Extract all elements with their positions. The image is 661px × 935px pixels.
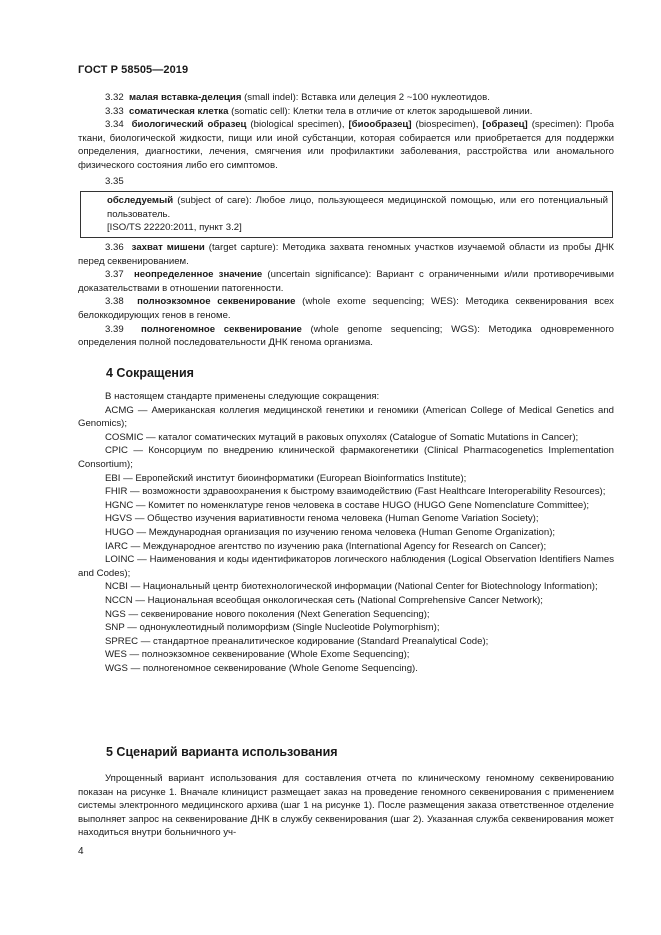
abbreviation-item: HGVS — Общество изучения вариативности генома человека (Human Genome Variation Society); [105,513,539,525]
definition-3-35-number: 3.35 [105,175,124,187]
abbreviation-item: ACMG — Американская коллегия медицинской генетики и геномики (American College of Medical Genetics and Genomics); [78,404,614,430]
abbreviation-item: HGNC — Комитет по номенклатуре генов человека в составе HUGO (HUGO Gene Nomenclature Committee); [105,499,590,511]
abbreviation-item: WGS — полногеномное секвенирование (Whole Genome Sequencing). [105,662,418,674]
term: обследуемый [107,195,174,206]
term: соматическая клетка [129,105,229,117]
definition-3-39: 3.39 полногеномное секвенирование (whole genome sequencing; WGS): Методика одновременного определения полной последовательности ДНК генома организма. [78,323,615,349]
definitions-group-2 [78,241,614,350]
abbreviation-item: LOINC — Наименования и коды идентификаторов логического наблюдения (Logical Observation Identifiers Names and Codes); [78,554,614,579]
term: [образец] [482,119,528,131]
definitions-group-1 [78,91,614,188]
definition-3-36: 3.36 захват мишени (target capture): Методика захвата геномных участков изучаемой области из пробы ДНК перед секвенированием. [78,242,614,267]
abbreviation-item: WES — полноэкзомное секвенирование (Whole Exome Sequencing); [105,649,410,661]
abbreviation-item: HUGO — Международная организация по изучению генома человека (Human Genome Organization); [105,526,556,538]
term: [биообразец] [348,119,412,131]
term: полноэкзомное секвенирование [137,296,296,308]
abbreviation-item: NCBI — Национальный центр биотехнологической информации (National Center for Biotechnology Information); [105,581,598,593]
term: биологический образец [131,119,247,131]
definition-3-35: обследуемый (subject of care): Любое лицо, пользующееся медицинской помощью, или его потенциальный пользователь. [107,195,608,220]
section-5-body [78,772,614,840]
abbreviation-item: NCCN — Национальная всеобщая онкологическая сеть (National Comprehensive Cancer Network); [105,594,543,606]
abbreviation-item: CPIC — Консорциум по внедрению клинической фармакогенетики (Clinical Pharmacogenetics Implementation Consortium); [78,445,614,470]
abbreviation-item: NGS — секвенирование нового поколения (Next Generation Sequencing); [105,608,430,620]
abbreviations-list [78,390,614,675]
abbreviation-item: COSMIC — каталог соматических мутаций в раковых опухолях (Catalogue of Somatic Mutations in Cancer); [105,431,579,443]
definition-3-32: 3.32 малая вставка-делеция (small indel): Вставка или делеция 2 ~100 нуклеотидов. [105,92,490,103]
abbreviation-item: IARC — Международное агентство по изучению рака (International Agency for Research on Cancer); [105,540,547,552]
section-5-paragraph: Упрощенный вариант использования для составления отчета по клиническому геномному секвенированию показан на рисунке 1. Вначале клиницист размещает заказ на проведение геномного секвенирования с применением системы электронного медицинского архива (шаг 1 на рисунке 1). После размещения заказа ответственное отделение выполняет запрос на секвенирование ДНК в службу секвенирования (шаг 2). Указанная служба секвенирования может находиться внутри больничного уч- [78,773,614,839]
abbreviation-item: EBI — Европейский институт биоинформатики (European Bioinformatics Institute); [105,472,467,484]
page-number: 4 [78,846,84,857]
section-4-heading: 4 Сокращения [106,366,194,380]
definition-3-35-box [80,191,613,238]
definition-3-37: 3.37 неопределенное значение (uncertain significance): Вариант с ограниченными и/или противоречивыми доказательствами в отношении патогенности. [78,269,614,294]
abbreviations-intro: В настоящем стандарте применены следующие сокращения: [105,391,380,402]
abbreviation-item: SNP — однонуклеотидный полиморфизм (Single Nucleotide Polymorphism); [105,622,440,634]
abbreviation-item: SPREC — стандартное преаналитическое кодирование (Standard Preanalytical Code); [105,635,489,647]
document-header: ГОСТ Р 58505—2019 [78,64,189,76]
section-5-heading: 5 Сценарий варианта использования [106,745,338,759]
definition-3-33: 3.33 соматическая клетка (somatic cell): Клетки тела в отличие от клеток зародышевой линии. [105,105,533,117]
term: захват мишени [131,242,205,253]
definition-3-34: 3.34 биологический образец (biological specimen), [биообразец] (biospecimen), [образец] (specimen): Проба ткани, биологической жидкости, пищи или иной субстанции, которая собирается или приобретается для поддержки определения, диагностики, лечения, смягчения или профилактики заболевания, расстройства или аномального физического состояния либо его симптомов. [78,119,614,171]
definition-3-35-reference: [ISO/TS 22220:2011, пункт 3.2] [107,222,242,234]
definition-3-38: 3.38 полноэкзомное секвенирование (whole exome sequencing; WES): Методика секвенирования всех белоккодирующих генов в геноме. [78,296,614,321]
abbreviation-item: FHIR — возможности здравоохранения к быстрому взаимодействию (Fast Healthcare Interoperability Resources); [105,486,606,498]
term: неопределенное значение [134,269,263,281]
term: малая вставка-делеция [129,92,242,103]
term: полногеномное секвенирование [140,323,302,335]
